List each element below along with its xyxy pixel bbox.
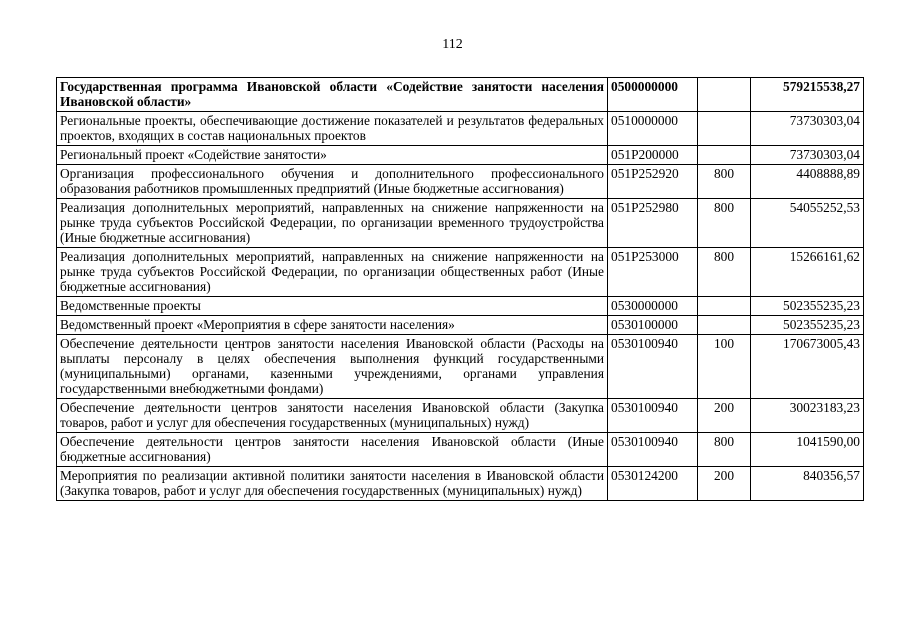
- row-name-cell: Региональный проект «Содействие занятости»: [57, 146, 608, 165]
- row-expense-type-cell: 200: [698, 467, 751, 501]
- row-name-cell: Реализация дополнительных мероприятий, направленных на снижение напряженности на рынке труда субъектов Российской Федерации, по организации временного трудоустройства (Иные бюджетные ассигнования): [57, 199, 608, 248]
- row-code-cell: 0510000000: [608, 112, 698, 146]
- row-code-cell: 051P200000: [608, 146, 698, 165]
- row-sum-cell: 54055252,53: [751, 199, 864, 248]
- row-code-cell: 0530100940: [608, 433, 698, 467]
- row-code-cell: 0530100000: [608, 316, 698, 335]
- row-code-cell: 0500000000: [608, 78, 698, 112]
- table-row: [57, 199, 864, 248]
- budget-table: [56, 77, 864, 501]
- row-sum-cell: 579215538,27: [751, 78, 864, 112]
- row-sum-cell: 502355235,23: [751, 316, 864, 335]
- row-code-cell: 0530000000: [608, 297, 698, 316]
- table-row: [57, 316, 864, 335]
- row-expense-type-cell: [698, 78, 751, 112]
- row-expense-type-cell: [698, 297, 751, 316]
- row-name-cell: Ведомственный проект «Мероприятия в сфере занятости населения»: [57, 316, 608, 335]
- row-name-cell: Организация профессионального обучения и дополнительного профессионального образования работников промышленных предприятий (Иные бюджетные ассигнования): [57, 165, 608, 199]
- row-sum-cell: 73730303,04: [751, 146, 864, 165]
- row-name-cell: Региональные проекты, обеспечивающие достижение показателей и результатов федеральных проектов, входящих в состав национальных проектов: [57, 112, 608, 146]
- row-expense-type-cell: 800: [698, 248, 751, 297]
- row-code-cell: 0530100940: [608, 399, 698, 433]
- row-code-cell: 0530100940: [608, 335, 698, 399]
- row-expense-type-cell: 800: [698, 433, 751, 467]
- row-name-cell: Мероприятия по реализации активной политики занятости населения в Ивановской области (Закупка товаров, работ и услуг для обеспечения государственных (муниципальных) нужд): [57, 467, 608, 501]
- table-row: [57, 335, 864, 399]
- row-code-cell: 051P252920: [608, 165, 698, 199]
- row-name-cell: Государственная программа Ивановской области «Содействие занятости населения Ивановской области»: [57, 78, 608, 112]
- table-row: [57, 433, 864, 467]
- row-sum-cell: 840356,57: [751, 467, 864, 501]
- row-name-cell: Обеспечение деятельности центров занятости населения Ивановской области (Закупка товаров, работ и услуг для обеспечения государственных (муниципальных) нужд): [57, 399, 608, 433]
- row-expense-type-cell: 800: [698, 199, 751, 248]
- table-row: [57, 112, 864, 146]
- row-sum-cell: 170673005,43: [751, 335, 864, 399]
- row-expense-type-cell: [698, 112, 751, 146]
- row-name-cell: Обеспечение деятельности центров занятости населения Ивановской области (Иные бюджетные ассигнования): [57, 433, 608, 467]
- table-row: [57, 467, 864, 501]
- row-code-cell: 0530124200: [608, 467, 698, 501]
- row-expense-type-cell: [698, 146, 751, 165]
- table-row: [57, 399, 864, 433]
- table-row: [57, 165, 864, 199]
- table-row: [57, 248, 864, 297]
- row-sum-cell: 502355235,23: [751, 297, 864, 316]
- row-sum-cell: 15266161,62: [751, 248, 864, 297]
- row-expense-type-cell: 200: [698, 399, 751, 433]
- row-sum-cell: 4408888,89: [751, 165, 864, 199]
- row-code-cell: 051P252980: [608, 199, 698, 248]
- table-row: [57, 146, 864, 165]
- table-row: [57, 297, 864, 316]
- row-expense-type-cell: [698, 316, 751, 335]
- page-number: 112: [442, 37, 463, 52]
- row-sum-cell: 30023183,23: [751, 399, 864, 433]
- row-sum-cell: 73730303,04: [751, 112, 864, 146]
- row-sum-cell: 1041590,00: [751, 433, 864, 467]
- row-name-cell: Обеспечение деятельности центров занятости населения Ивановской области (Расходы на выплаты персоналу в целях обеспечения выполнения функций государственными (муниципальными) органами, казенными учреждениями, органами управления государственными внебюджетными фондами): [57, 335, 608, 399]
- row-expense-type-cell: 800: [698, 165, 751, 199]
- row-name-cell: Ведомственные проекты: [57, 297, 608, 316]
- row-name-cell: Реализация дополнительных мероприятий, направленных на снижение напряженности на рынке труда субъектов Российской Федерации, по организации общественных работ (Иные бюджетные ассигнования): [57, 248, 608, 297]
- row-expense-type-cell: 100: [698, 335, 751, 399]
- row-code-cell: 051P253000: [608, 248, 698, 297]
- table-row: [57, 78, 864, 112]
